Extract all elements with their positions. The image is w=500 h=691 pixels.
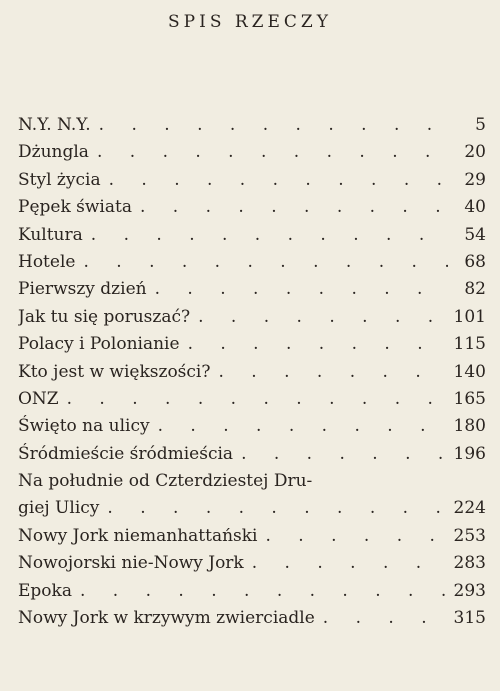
toc-entry	[18, 167, 486, 194]
toc-entry	[18, 331, 486, 358]
toc-entry-page: 5	[475, 115, 486, 135]
toc-entry-page: 40	[464, 197, 486, 218]
toc-entry-page: 293	[453, 580, 486, 601]
toc-entry-page: 196	[453, 443, 486, 464]
toc-entry	[18, 523, 486, 550]
toc-entry-title: Pępek świata	[18, 197, 132, 218]
toc-entry-page: 20	[464, 142, 486, 163]
toc-entry	[18, 578, 486, 605]
toc-entry-page: 101	[453, 306, 486, 327]
toc-entry-page: 115	[453, 334, 486, 355]
dot-leader	[233, 441, 448, 468]
toc-entry-title: ONZ	[18, 388, 59, 409]
dot-leader	[210, 359, 448, 386]
dot-leader	[147, 276, 448, 303]
toc-entry	[18, 249, 486, 276]
toc-entry-page: 224	[453, 498, 486, 519]
dot-leader	[244, 550, 448, 577]
dot-leader	[101, 167, 448, 194]
dot-leader	[315, 605, 448, 632]
toc-entry-title: N.Y. N.Y.	[18, 115, 91, 135]
toc-entry-page: 165	[453, 388, 486, 409]
toc-entry-title: Nowy Jork w krzywym zwierciadle	[18, 608, 315, 629]
dot-leader	[91, 112, 448, 139]
toc-entry-page: 54	[464, 224, 486, 245]
toc-entry	[18, 112, 486, 139]
dot-leader	[75, 249, 448, 276]
toc-entry-title: giej Ulicy	[18, 498, 100, 519]
toc-entry	[18, 304, 486, 331]
toc-entry	[18, 194, 486, 221]
dot-leader	[132, 194, 448, 221]
toc-entry-title: Dżungla	[18, 142, 89, 163]
toc-entry	[18, 222, 486, 249]
toc-entry	[18, 359, 486, 386]
toc-entry-page: 82	[464, 279, 486, 300]
toc-entry-page: 283	[453, 553, 486, 574]
toc-entry-page: 68	[464, 251, 486, 272]
toc-entry	[18, 605, 486, 632]
toc-entry-page: 180	[453, 416, 486, 437]
toc-entry-page: 315	[453, 608, 486, 629]
toc-entry-title: Jak tu się poruszać?	[18, 306, 191, 327]
toc-entry-title: Hotele	[18, 251, 76, 272]
toc-entry	[18, 468, 486, 495]
toc-entry-title: Epoka	[18, 580, 72, 601]
dot-leader	[72, 578, 448, 605]
toc-entry-title: Nowojorski nie-Nowy Jork	[18, 553, 244, 574]
dot-leader	[89, 139, 448, 166]
dot-leader	[190, 304, 448, 331]
toc-entry-page: 253	[453, 525, 486, 546]
dot-leader	[258, 523, 449, 550]
toc-entry	[18, 441, 486, 468]
toc-entry	[18, 139, 486, 166]
toc-entry	[18, 386, 486, 413]
toc-entry-title: Śródmieście śródmieścia	[18, 443, 234, 464]
toc-entry	[18, 276, 486, 303]
dot-leader	[150, 413, 448, 440]
toc-entry-title: Na południe od Czterdziestej Dru-	[18, 471, 313, 492]
toc-entry-title: Styl życia	[18, 169, 101, 190]
toc-entry-title: Nowy Jork niemanhattański	[18, 525, 258, 546]
toc-entry-title: Święto na ulicy	[18, 416, 150, 437]
dot-leader	[180, 331, 448, 358]
toc-entry-page: 29	[464, 169, 486, 190]
toc-entry	[18, 413, 486, 440]
toc-entry-title: Polacy i Polonianie	[18, 334, 180, 355]
dot-leader	[59, 386, 448, 413]
toc-entry	[18, 550, 486, 577]
dot-leader	[83, 222, 448, 249]
toc-entry-title: Kto jest w większości?	[18, 361, 211, 382]
toc-entry-title: Pierwszy dzień	[18, 279, 147, 300]
toc-entry	[18, 495, 486, 522]
page-title: SPIS RZECZY	[168, 12, 332, 32]
toc-entry-page: 140	[453, 361, 486, 382]
table-of-contents	[18, 112, 486, 632]
toc-entry-title: Kultura	[18, 224, 83, 245]
dot-leader	[99, 495, 448, 522]
